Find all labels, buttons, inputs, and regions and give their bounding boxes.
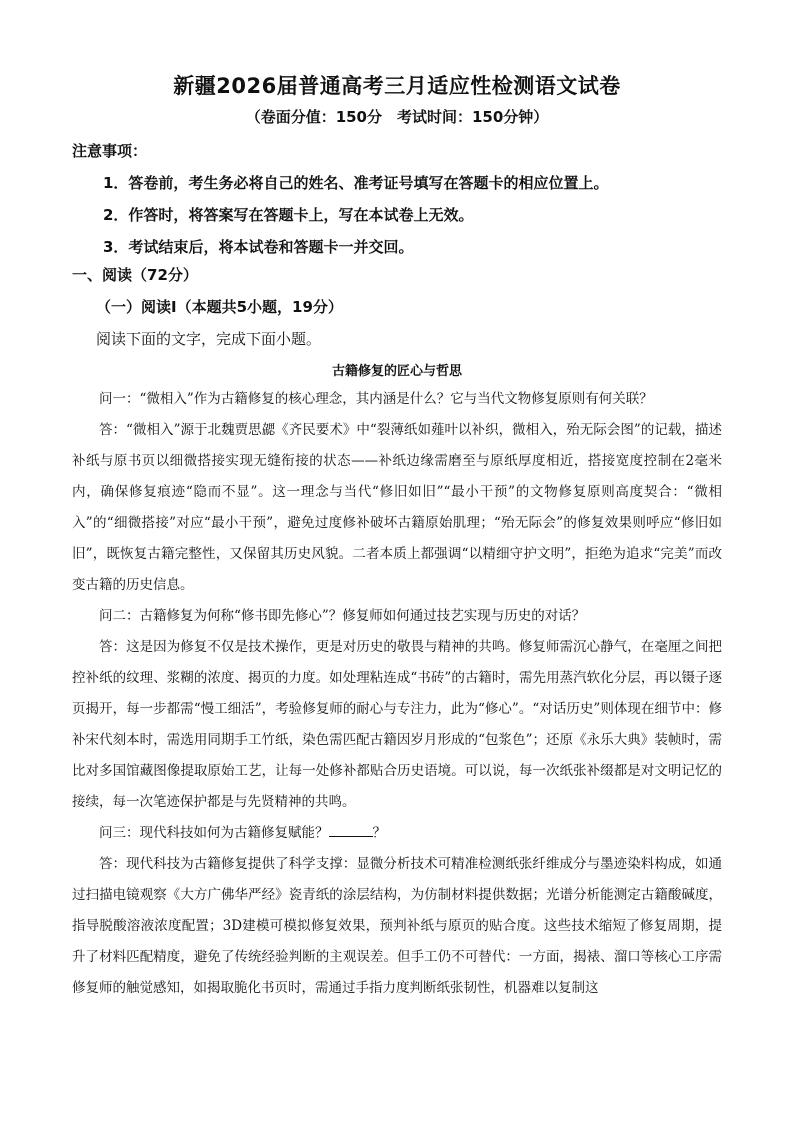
question-paragraph — [72, 818, 722, 849]
exam-subtitle: （卷面分值：150分 考试时间：150分钟） — [245, 108, 549, 126]
notice-item: 1．答卷前，考生务必将自己的姓名、准考证号填写在答题卡的相应位置上。 — [103, 174, 609, 192]
notice-item: 3．考试结束后，将本试卷和答题卡一并交回。 — [103, 238, 414, 256]
question-text: 问三：现代科技如何为古籍修复赋能？ — [99, 825, 329, 841]
subsection-heading: （一）阅读Ⅰ（本题共5小题，19分） — [96, 298, 343, 316]
article-title: 古籍修复的匠心与哲思 — [331, 364, 462, 379]
notice-heading: 注意事项： — [72, 142, 148, 160]
reading-instruction: 阅读下面的文字，完成下面小题。 — [96, 330, 322, 348]
answer-blank — [329, 824, 373, 837]
notice-item: 2．作答时，将答案写在答题卡上，写在本试卷上无效。 — [103, 206, 474, 224]
section-heading: 一、阅读（72分） — [72, 266, 198, 284]
answer-paragraph: 答：现代科技为古籍修复提供了科学支撑：显微分析技术可精准检测纸张纤维成分与墨迹染料构成，如通过扫描电镜观察《大方广佛华严经》瓷青纸的涂层结构，为仿制材料提供数据；光谱分析能测定古籍酸碱度，指导脱酸溶液浓度配置；3D建模可模拟修复效果，预判补纸与原页的贴合度。这些技术缩短了修复周期，提升了材料匹配精度，避免了传统经验判断的主观误差。但手工仍不可替代：一方面，揭裱、溜口等核心工序需修复师的触觉感知，如揭取脆化书页时，需通过手指力度判断纸张韧性，机器难以复制这 — [72, 856, 722, 996]
answer-paragraph: 答：“微相入”源于北魏贾思勰《齐民要术》中“裂薄纸如薤叶以补织，微相入，殆无际会图”的记载，描述补纸与原书页以细微搭接实现无缝衔接的状态——补纸边缘需磨至与原纸厚度相近，搭接宽度控制在2毫米内，确保修复痕迹“隐而不显”。这一理念与当代“修旧如旧”“最小干预”的文物修复原则高度契合：“微相入”的“细微搭接”对应“最小干预”，避免过度修补破坏古籍原始肌理；“殆无际会”的修复效果则呼应“修旧如旧”，既恢复古籍完整性，又保留其历史风貌。二者本质上都强调“以精细守护文明”，拒绝为追求“完美”而改变古籍的历史信息。 — [72, 422, 722, 593]
answer-paragraph: 答：这是因为修复不仅是技术操作，更是对历史的敬畏与精神的共鸣。修复师需沉心静气，在毫厘之间把控补纸的纹理、浆糊的浓度、揭页的力度。如处理粘连成“书砖”的古籍时，需先用蒸汽软化分层，再以镊子逐页揭开，每一步都需“慢工细活”，考验修复师的耐心与专注力，此为“修心”。“对话历史”则体现在细节中：修补宋代刻本时，需选用同期手工竹纸，染色需匹配古籍因岁月形成的“包浆色”；还原《永乐大典》装帧时，需比对多国馆藏图像提取原始工艺，让每一处修补都贴合历史语境。可以说，每一次纸张补缀都是对文明记忆的接续，每一次笔迹保护都是与先贤精神的共鸣。 — [72, 639, 722, 810]
question-paragraph: 问二：古籍修复为何称“修书即先修心”？修复师如何通过技艺实现与历史的对话？ — [99, 608, 586, 624]
question-paragraph: 问一：“微相入”作为古籍修复的核心理念，其内涵是什么？它与当代文物修复原则有何关联？ — [99, 391, 653, 407]
question-mark: ？ — [372, 825, 386, 841]
exam-title: 新疆2026届普通高考三月适应性检测语文试卷 — [173, 74, 621, 98]
